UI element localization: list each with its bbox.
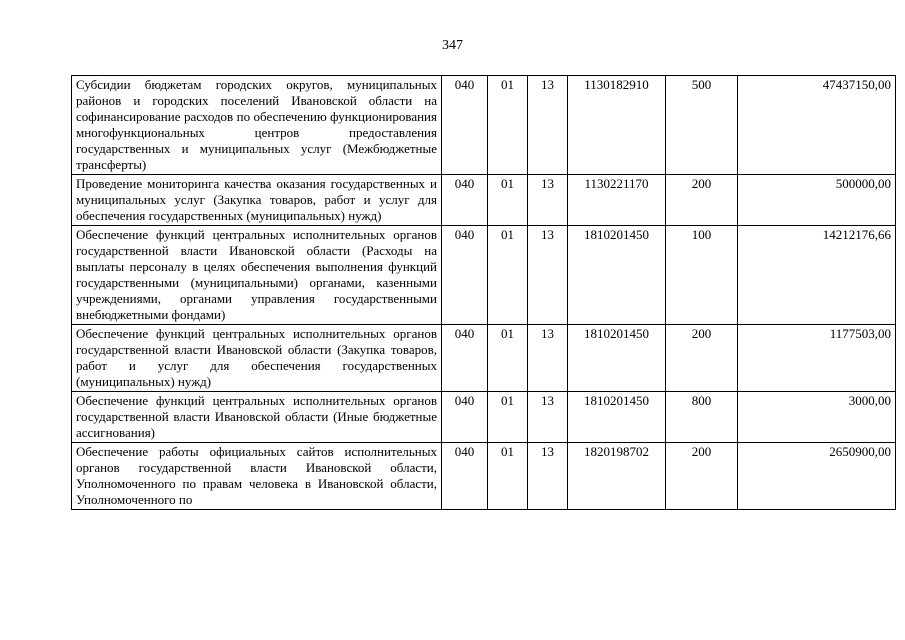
table-row	[72, 443, 896, 510]
ministry-code: 040	[442, 392, 488, 443]
ministry-code: 040	[442, 175, 488, 226]
expense-type-code: 200	[666, 443, 738, 510]
amount: 2650900,00	[738, 443, 896, 510]
row-description: Обеспечение функций центральных исполнительных органов государственной власти Ивановской области (Иные бюджетные ассигнования)	[72, 392, 442, 443]
amount: 1177503,00	[738, 325, 896, 392]
expense-type-code: 200	[666, 325, 738, 392]
section-code: 01	[488, 76, 528, 175]
subsection-code: 13	[528, 76, 568, 175]
amount: 47437150,00	[738, 76, 896, 175]
target-article-code: 1810201450	[568, 392, 666, 443]
table-row	[72, 325, 896, 392]
section-code: 01	[488, 392, 528, 443]
target-article-code: 1810201450	[568, 226, 666, 325]
subsection-code: 13	[528, 325, 568, 392]
subsection-code: 13	[528, 443, 568, 510]
amount: 14212176,66	[738, 226, 896, 325]
row-description: Обеспечение работы официальных сайтов исполнительных органов государственной власти Ивановской области, Уполномоченного по правам человека в Ивановской области, Уполномоченного по	[72, 443, 442, 510]
expense-type-code: 500	[666, 76, 738, 175]
target-article-code: 1130182910	[568, 76, 666, 175]
row-description: Обеспечение функций центральных исполнительных органов государственной власти Ивановской области (Закупка товаров, работ и услуг для обеспечения государственных (муниципальных) нужд)	[72, 325, 442, 392]
amount: 500000,00	[738, 175, 896, 226]
ministry-code: 040	[442, 443, 488, 510]
section-code: 01	[488, 175, 528, 226]
table-row	[72, 226, 896, 325]
expense-type-code: 200	[666, 175, 738, 226]
amount: 3000,00	[738, 392, 896, 443]
section-code: 01	[488, 226, 528, 325]
expense-type-code: 800	[666, 392, 738, 443]
row-description: Субсидии бюджетам городских округов, муниципальных районов и городских поселений Ивановской области на софинансирование расходов по обеспечению функционирования многофункциональных центров предоставления государственных и муниципальных услуг (Межбюджетные трансферты)	[72, 76, 442, 175]
subsection-code: 13	[528, 392, 568, 443]
ministry-code: 040	[442, 226, 488, 325]
target-article-code: 1810201450	[568, 325, 666, 392]
expense-type-code: 100	[666, 226, 738, 325]
table-row	[72, 175, 896, 226]
ministry-code: 040	[442, 76, 488, 175]
target-article-code: 1130221170	[568, 175, 666, 226]
ministry-code: 040	[442, 325, 488, 392]
target-article-code: 1820198702	[568, 443, 666, 510]
row-description: Обеспечение функций центральных исполнительных органов государственной власти Ивановской области (Расходы на выплаты персоналу в целях обеспечения выполнения функций государственными (муниципальными) органами, казенными учреждениями, органами управления государственными внебюджетными фондами)	[72, 226, 442, 325]
section-code: 01	[488, 443, 528, 510]
table-row	[72, 392, 896, 443]
table-row	[72, 76, 896, 175]
subsection-code: 13	[528, 226, 568, 325]
section-code: 01	[488, 325, 528, 392]
budget-table	[71, 75, 896, 510]
subsection-code: 13	[528, 175, 568, 226]
page-number: 347	[442, 38, 463, 53]
row-description: Проведение мониторинга качества оказания государственных и муниципальных услуг (Закупка товаров, работ и услуг для обеспечения государственных (муниципальных) нужд)	[72, 175, 442, 226]
